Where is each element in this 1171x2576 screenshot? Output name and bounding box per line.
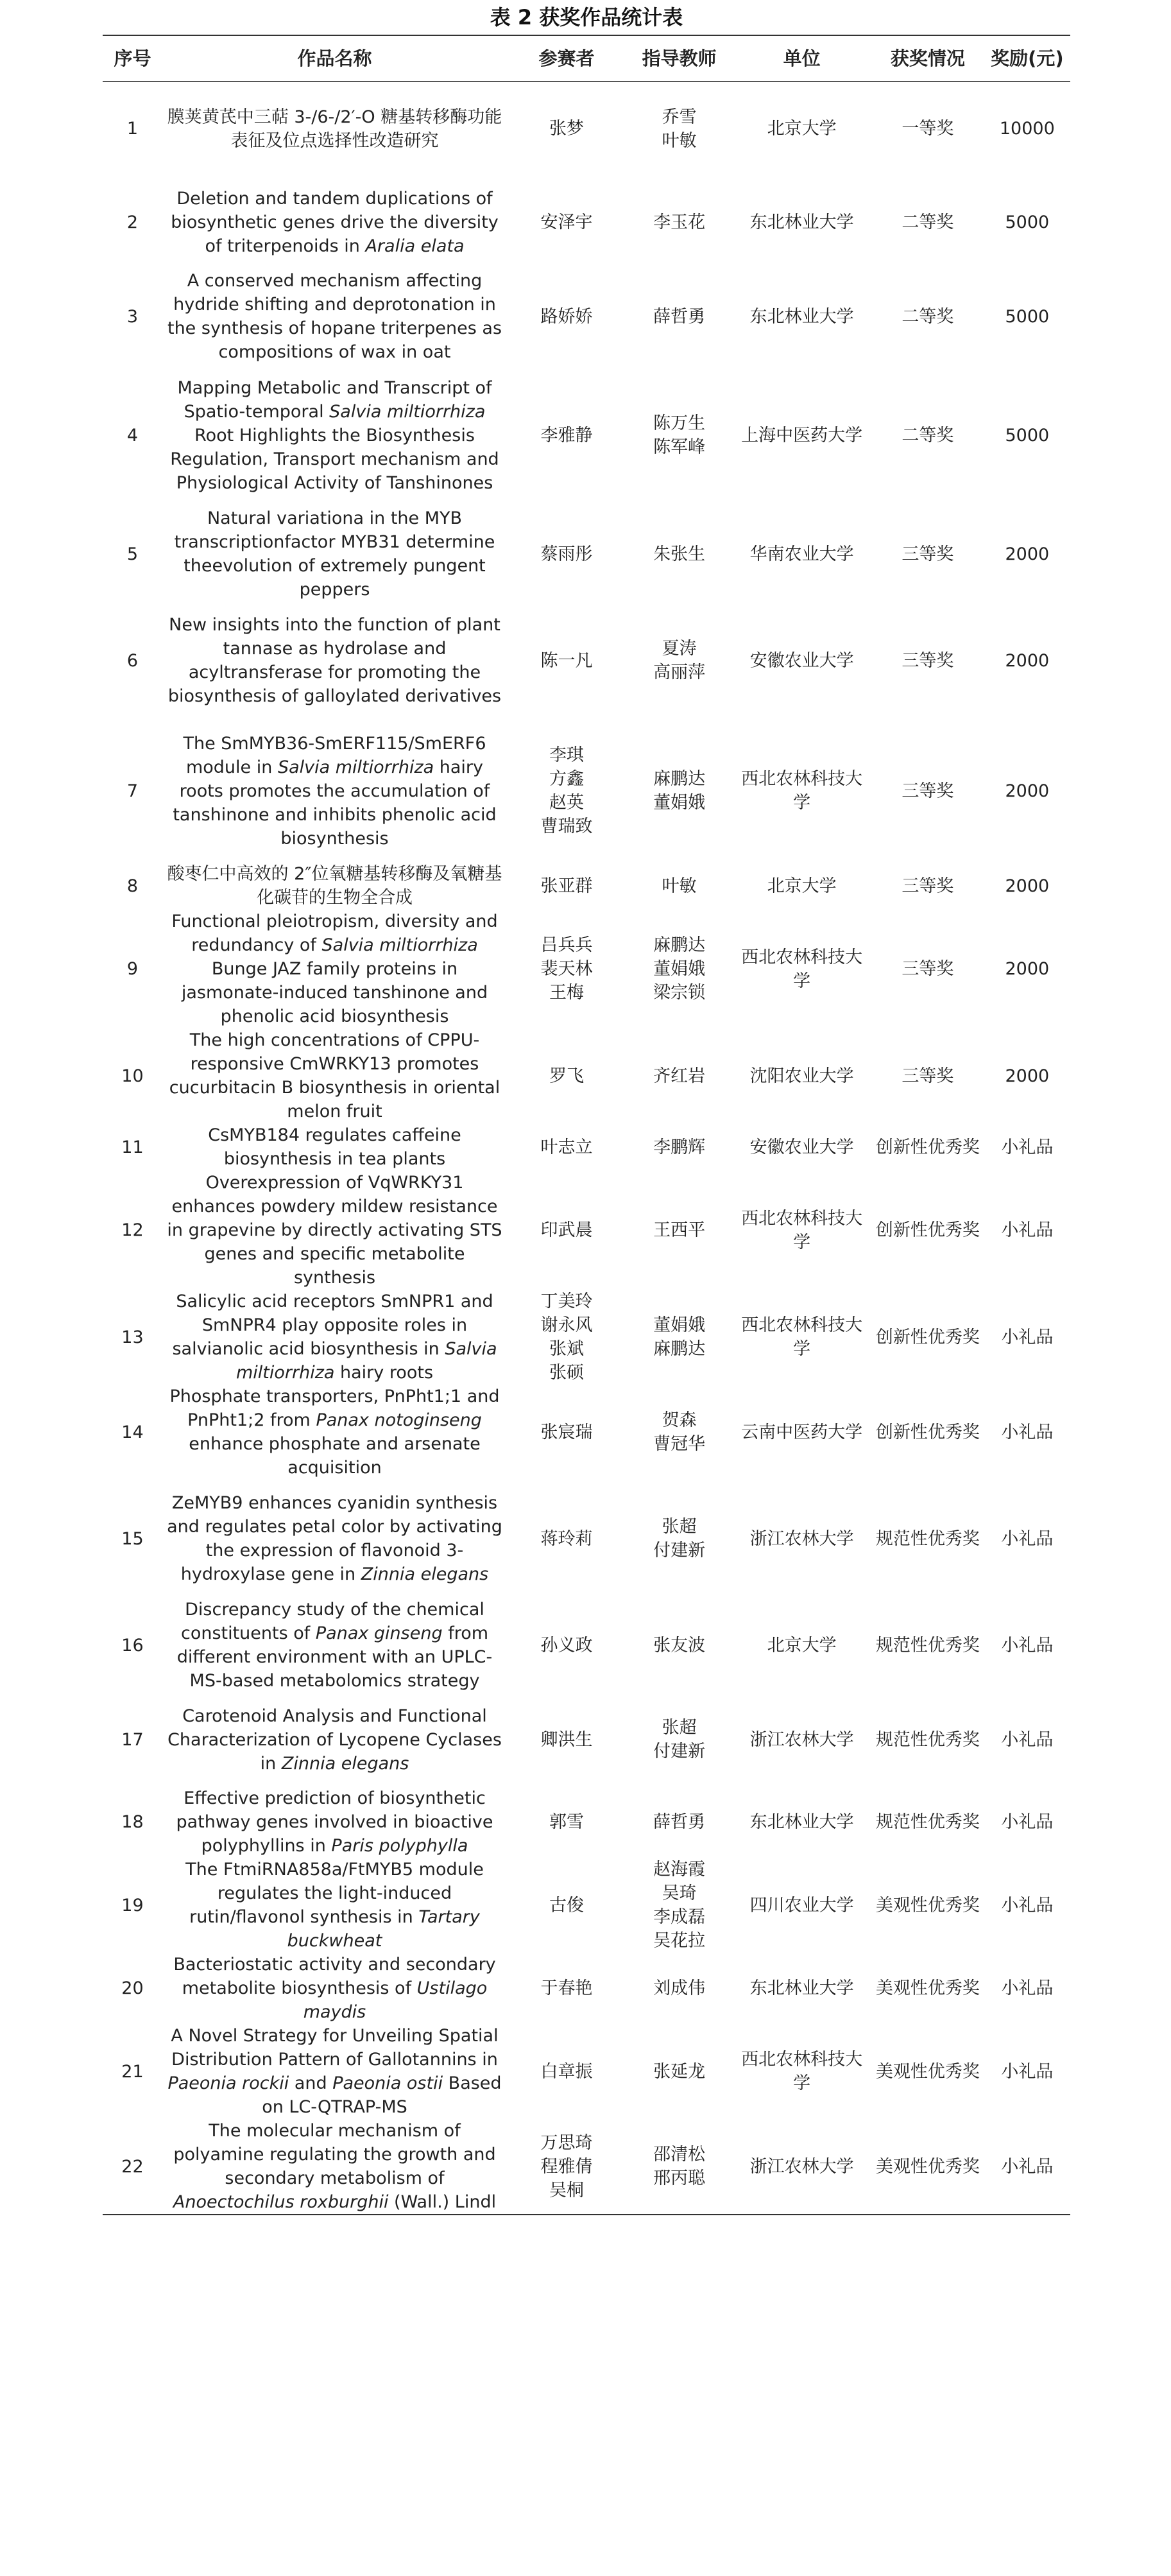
participants [507,1693,626,1786]
header-prize: 奖励(元) [984,35,1070,82]
participants [507,269,626,364]
unit: 东北林业大学 [749,306,854,327]
award-level: 规范性优秀奖 [875,1729,980,1750]
unit: 东北林业大学 [749,1812,854,1832]
award-level: 三等奖 [902,1066,954,1086]
award-level: 美观性优秀奖 [875,1895,980,1915]
unit: 东北林业大学 [749,1978,854,1998]
participant-name: 万思琦 [540,2132,593,2153]
advisor-name: 薛哲勇 [653,306,706,327]
header-no: 序号 [103,35,162,82]
participant-name: 曹瑞致 [540,817,593,836]
participants [507,1385,626,1480]
advisors [626,506,732,601]
work-title: Functional pleiotropism, diversity and redundancy of Salvia miltiorrhiza Bunge JAZ family proteins in jasmonate-induced tanshinone and phenolic acid biosynthesis [171,912,498,1026]
advisor-name: 张超 [662,1718,697,1738]
work-title: 膜荚黄芪中三萜 3-/6-/2′-O 糖基转移酶功能表征及位点选择性改造研究 [167,107,502,151]
work-title: Deletion and tandem duplications of biosynthetic genes drive the diversity of triterpenoids in Aralia elata [171,188,499,256]
participants [507,2024,626,2119]
row-number: 3 [126,306,139,327]
table-row [103,1290,1070,1385]
participant-name: 于春艳 [540,1978,593,1998]
prize-amount: 小礼品 [1001,1137,1054,1157]
participants [507,1171,626,1290]
participant-name: 卿洪生 [540,1729,593,1750]
work-title: Natural variationa in the MYB transcriptionfactor MYB31 determine theevolution of extremely pungent peppers [174,508,495,600]
award-level: 二等奖 [902,425,954,445]
prize-amount: 5000 [1005,306,1050,327]
advisor-name: 董娟娥 [653,959,706,979]
participant-name: 吕兵兵 [540,935,593,955]
table-row [103,1123,1070,1171]
advisors [626,720,732,862]
advisors [626,1171,732,1290]
unit: 北京大学 [767,119,837,139]
unit: 云南中医药大学 [741,1422,863,1442]
participant-name: 张斌 [549,1339,584,1359]
table-row [103,601,1070,720]
prize-amount: 小礼品 [1001,1422,1054,1442]
row-number: 22 [121,2156,144,2177]
table-row [103,1480,1070,1598]
participants [507,1480,626,1598]
table-row [103,364,1070,506]
participant-name: 李雅静 [540,425,593,445]
prize-amount: 5000 [1005,425,1050,445]
work-title: A Novel Strategy for Unveiling Spatial Distribution Pattern of Gallotannins in Paeonia rockii and Paeonia ostii Based on LC-QTRAP-MS [167,2026,502,2117]
award-level: 美观性优秀奖 [875,2156,980,2177]
participant-name: 方鑫 [549,769,584,789]
participants [507,1028,626,1123]
participants [507,175,626,269]
advisors [626,82,732,175]
table-row [103,269,1070,364]
award-level: 规范性优秀奖 [875,1528,980,1549]
advisor-name: 董娟娥 [653,793,706,813]
unit: 西北农林科技大学 [741,947,863,991]
row-number: 9 [126,959,139,979]
advisors [626,1786,732,1858]
prize-amount: 2000 [1005,1066,1050,1086]
header-unit: 单位 [732,35,871,82]
prize-amount: 小礼品 [1001,1978,1054,1998]
advisors [626,1028,732,1123]
advisor-name: 叶敏 [662,130,697,151]
row-number: 10 [121,1066,144,1086]
row-number: 1 [126,119,139,139]
header-title: 作品名称 [162,35,507,82]
work-title: The FtmiRNA858a/FtMYB5 module regulates the light-induced rutin/flavonol synthesis in Tartary buckwheat [185,1860,484,1951]
work-title: Bacteriostatic activity and secondary metabolite biosynthesis of Ustilago maydis [173,1955,496,2022]
advisors [626,1385,732,1480]
row-number: 17 [121,1729,144,1750]
participant-name: 郭雪 [549,1812,584,1832]
participants [507,601,626,720]
work-title: 酸枣仁中高效的 2″位氧糖基转移酶及氧糖基化碳苷的生物全合成 [167,864,502,908]
advisor-name: 麻鹏达 [653,1339,706,1359]
participant-name: 安泽宇 [540,212,593,232]
participants [507,506,626,601]
advisors [626,269,732,364]
advisor-name: 李鹏辉 [653,1137,706,1157]
work-title: Carotenoid Analysis and Functional Characterization of Lycopene Cyclases in Zinnia elegans [167,1706,502,1774]
participants [507,1953,626,2024]
participants [507,364,626,506]
row-number: 12 [121,1220,144,1240]
advisor-name: 刘成伟 [653,1978,706,1998]
table-row [103,2024,1070,2119]
document [103,0,1070,2215]
work-title: The SmMYB36-SmERF115/SmERF6 module in Salvia miltiorrhiza hairy roots promotes the accumulation of tanshinone and inhibits phenolic acid biosynthesis [173,733,497,849]
advisor-name: 付建新 [653,1541,706,1560]
advisors [626,1598,732,1693]
participants [507,1858,626,1953]
advisors [626,364,732,506]
header-participants: 参赛者 [507,35,626,82]
award-level: 创新性优秀奖 [875,1220,980,1240]
work-title: Discrepancy study of the chemical constituents of Panax ginseng from different environment with an UPLC-MS-based metabolomics strategy [176,1600,493,1691]
advisor-name: 陈万生 [653,413,706,433]
unit: 浙江农林大学 [749,1528,854,1549]
row-number: 21 [121,2061,144,2082]
advisor-name: 李成磊 [653,1907,706,1927]
work-title: ZeMYB9 enhances cyanidin synthesis and regulates petal color by activating the expression of flavonoid 3-hydroxylase gene in Zinnia elegans [167,1493,502,1584]
participant-name: 王梅 [549,983,584,1003]
prize-amount: 2000 [1005,781,1050,801]
advisor-name: 付建新 [653,1742,706,1761]
row-number: 13 [121,1327,144,1347]
row-number: 2 [126,212,139,232]
advisor-name: 齐红岩 [653,1066,706,1086]
advisor-name: 董娟娥 [653,1315,706,1335]
advisors [626,175,732,269]
unit: 西北农林科技大学 [741,1315,863,1359]
prize-amount: 小礼品 [1001,1729,1054,1750]
participants [507,1786,626,1858]
advisor-name: 陈军峰 [653,437,706,457]
participants [507,2119,626,2215]
participant-name: 印武晨 [540,1220,593,1240]
prize-amount: 10000 [999,119,1055,139]
unit: 四川农业大学 [749,1895,854,1915]
award-level: 二等奖 [902,306,954,327]
advisors [626,2119,732,2215]
advisor-name: 梁宗锁 [653,983,706,1003]
advisor-name: 王西平 [653,1220,706,1240]
award-level: 创新性优秀奖 [875,1137,980,1157]
awards-table [103,35,1070,2215]
prize-amount: 2000 [1005,959,1050,979]
advisor-name: 吴花拉 [653,1931,706,1951]
advisors [626,1480,732,1598]
participant-name: 蔡雨彤 [540,544,593,564]
table-row [103,82,1070,175]
prize-amount: 小礼品 [1001,1220,1054,1240]
table-row [103,1598,1070,1693]
table-row [103,506,1070,601]
advisor-name: 张超 [662,1517,697,1537]
header-row [103,35,1070,82]
row-number: 18 [121,1812,144,1832]
unit: 上海中医药大学 [741,425,863,445]
advisors [626,1953,732,2024]
participants [507,720,626,862]
award-level: 二等奖 [902,212,954,232]
prize-amount: 2000 [1005,650,1050,671]
header-award: 获奖情况 [871,35,984,82]
advisor-name: 曹冠华 [653,1434,706,1454]
participant-name: 张亚群 [540,876,593,896]
advisor-name: 邢丙聪 [653,2168,706,2188]
row-number: 20 [121,1978,144,1998]
unit: 西北农林科技大学 [741,769,863,813]
row-number: 19 [121,1895,144,1915]
work-title: CsMYB184 regulates caffeine biosynthesis in tea plants [208,1125,461,1169]
work-title: Salicylic acid receptors SmNPR1 and SmNPR4 play opposite roles in salvianolic acid biosynthesis in Salvia miltiorrhiza hairy roots [172,1292,497,1383]
participants [507,1598,626,1693]
unit: 浙江农林大学 [749,2156,854,2177]
award-level: 三等奖 [902,650,954,671]
unit: 安徽农业大学 [749,650,854,671]
participants [507,910,626,1028]
prize-amount: 2000 [1005,544,1050,564]
advisor-name: 吴琦 [662,1883,697,1903]
award-level: 创新性优秀奖 [875,1422,980,1442]
work-title: Overexpression of VqWRKY31 enhances powdery mildew resistance in grapevine by directly activating STS genes and specific metabolite synthesis [167,1173,502,1288]
advisors [626,1123,732,1171]
unit: 安徽农业大学 [749,1137,854,1157]
award-level: 规范性优秀奖 [875,1812,980,1832]
advisors [626,1290,732,1385]
advisor-name: 邵清松 [653,2145,706,2165]
table-row [103,910,1070,1028]
prize-amount: 小礼品 [1001,1635,1054,1655]
advisor-name: 李玉花 [653,212,706,232]
row-number: 8 [126,876,139,896]
advisor-name: 乔雪 [662,107,697,127]
participant-name: 罗飞 [549,1066,584,1086]
participant-name: 丁美玲 [540,1292,593,1311]
table-row [103,720,1070,862]
work-title: The molecular mechanism of polyamine regulating the growth and secondary metabolism of Anoectochilus roxburghii (Wall.) Lindl [173,2121,497,2212]
advisor-name: 赵海霞 [653,1860,706,1880]
participant-name: 陈一凡 [540,650,593,671]
award-level: 创新性优秀奖 [875,1327,980,1347]
prize-amount: 小礼品 [1001,1327,1054,1347]
participants [507,82,626,175]
table-row [103,1786,1070,1858]
award-level: 规范性优秀奖 [875,1635,980,1655]
advisors [626,862,732,910]
work-title: New insights into the function of plant tannase as hydrolase and acyltransferase for promoting the biosynthesis of galloylated derivatives [167,615,502,706]
advisor-name: 高丽萍 [653,662,706,682]
participant-name: 裴天林 [540,959,593,979]
work-title: A conserved mechanism affecting hydride shifting and deprotonation in the synthesis of hopane triterpenes as compositions of wax in oat [167,271,502,362]
participants [507,1290,626,1385]
award-level: 三等奖 [902,544,954,564]
work-title: Phosphate transporters, PnPht1;1 and PnPht1;2 from Panax notoginseng enhance phosphate and arsenate acquisition [169,1387,500,1478]
prize-amount: 小礼品 [1001,1895,1054,1915]
advisor-name: 麻鹏达 [653,769,706,789]
work-title: The high concentrations of CPPU-responsive CmWRKY13 promotes cucurbitacin B biosynthesis in oriental melon fruit [169,1030,500,1121]
advisor-name: 贺森 [662,1410,697,1430]
participant-name: 张硕 [549,1363,584,1383]
unit: 东北林业大学 [749,212,854,232]
table-row [103,2119,1070,2215]
work-title: Mapping Metabolic and Transcript of Spatio-temporal Salvia miltiorrhiza Root Highlights the Biosynthesis Regulation, Transport mechanism and Physiological Activity of Tanshinones [170,377,499,493]
unit: 华南农业大学 [749,544,854,564]
award-level: 美观性优秀奖 [875,2061,980,2082]
table-row [103,1953,1070,2024]
work-title: Effective prediction of biosynthetic pathway genes involved in bioactive polyphyllins in Paris polyphylla [176,1788,493,1856]
award-level: 三等奖 [902,876,954,896]
participants [507,862,626,910]
participant-name: 古俊 [549,1895,584,1915]
unit: 西北农林科技大学 [741,1208,863,1252]
participant-name: 张宸瑞 [540,1422,593,1442]
advisor-name: 张友波 [653,1635,706,1655]
participant-name: 叶志立 [540,1137,593,1157]
participant-name: 蒋玲莉 [540,1528,593,1549]
participant-name: 李琪 [549,745,584,765]
row-number: 15 [121,1528,144,1549]
unit: 浙江农林大学 [749,1729,854,1750]
award-level: 三等奖 [902,781,954,801]
advisor-name: 夏涛 [662,639,697,659]
participant-name: 程雅倩 [540,2156,593,2177]
table-row [103,1028,1070,1123]
prize-amount: 小礼品 [1001,2061,1054,2082]
advisors [626,1693,732,1786]
participant-name: 谢永风 [540,1315,593,1335]
row-number: 11 [121,1137,144,1157]
row-number: 14 [121,1422,144,1442]
table-row [103,175,1070,269]
row-number: 4 [126,425,139,445]
advisor-name: 朱张生 [653,544,706,564]
unit: 北京大学 [767,876,837,896]
unit: 北京大学 [767,1635,837,1655]
participant-name: 赵英 [549,793,584,813]
table-caption: 表 2 获奖作品统计表 [490,5,683,30]
advisors [626,910,732,1028]
advisors [626,601,732,720]
unit: 西北农林科技大学 [741,2050,863,2093]
advisors [626,2024,732,2119]
table-body [103,82,1070,2215]
prize-amount: 小礼品 [1001,1812,1054,1832]
award-level: 美观性优秀奖 [875,1978,980,1998]
header-advisors: 指导教师 [626,35,732,82]
table-row [103,1171,1070,1290]
advisor-name: 薛哲勇 [653,1812,706,1832]
row-number: 5 [126,544,139,564]
participant-name: 孙义政 [540,1635,593,1655]
participant-name: 白章振 [540,2061,593,2082]
row-number: 7 [126,781,139,801]
advisor-name: 张延龙 [653,2061,706,2082]
table-row [103,1858,1070,1953]
table-row [103,1385,1070,1480]
award-level: 三等奖 [902,959,954,979]
row-number: 6 [126,650,139,671]
participant-name: 张梦 [549,119,584,139]
participant-name: 吴桐 [549,2180,584,2200]
prize-amount: 小礼品 [1001,2156,1054,2177]
participants [507,1123,626,1171]
table-row [103,1693,1070,1786]
participant-name: 路娇娇 [540,306,593,327]
advisors [626,1858,732,1953]
prize-amount: 2000 [1005,876,1050,896]
advisor-name: 叶敏 [662,876,697,896]
unit: 沈阳农业大学 [749,1066,854,1086]
prize-amount: 小礼品 [1001,1528,1054,1549]
prize-amount: 5000 [1005,212,1050,232]
row-number: 16 [121,1635,144,1655]
advisor-name: 麻鹏达 [653,935,706,955]
award-level: 一等奖 [902,119,954,139]
table-row [103,862,1070,910]
